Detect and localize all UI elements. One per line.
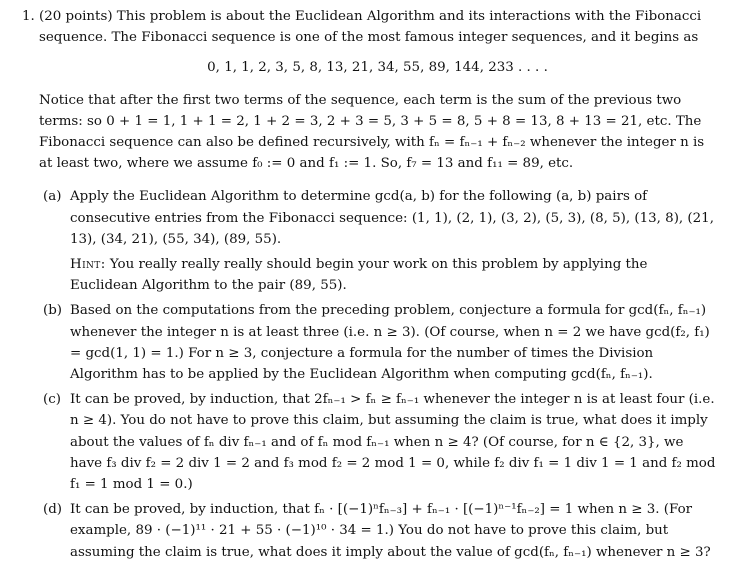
part-c-label: (c) — [43, 392, 61, 408]
part-d-text: It can be proved, by induction, that fₙ · [(−1)ⁿfₙ₋₃] + fₙ₋₁ · [(−1)ⁿ⁻¹fₙ₋₂] = 1 when n ≥ 3. (For example, 89 · (−1)¹¹ · 21 + 55 · (−1)¹⁰ · 34 = 1.) You do not have to prove this claim, but assuming the claim is true, what does it imply about the value of gcd(fₙ, fₙ₋₁) whenever n ≥ 3? — [70, 502, 711, 560]
part-d — [39, 499, 716, 563]
part-a-label: (a) — [43, 189, 62, 205]
hint-label: Hint: — [70, 257, 106, 273]
part-d-label: (d) — [43, 502, 63, 518]
hint-text: You really really really should begin your work on this problem by applying the Euclidean Algorithm to the pair (89, 55). — [70, 257, 648, 294]
part-a — [39, 186, 716, 296]
part-b-label: (b) — [43, 303, 63, 319]
subparts-list — [39, 186, 716, 562]
part-c-text: It can be proved, by induction, that 2fₙ₋₁ > fₙ ≥ fₙ₋₁ whenever the integer n is at least four (i.e. n ≥ 4). You do not have to prove this claim, but assuming the claim is true, what does it imply about the values of fₙ div fₙ₋₁ and of fₙ mod fₙ₋₁ when n ≥ 4? (Of course, for n ∈ {2, 3}, we have f₃ div f₂ = 2 div 1 = 2 and f₃ mod f₂ = 2 mod 1 = 0, while f₂ div f₁ = 1 div 1 = 1 and f₂ mod f₁ = 1 mod 1 = 0.) — [70, 392, 716, 493]
part-a-text: Apply the Euclidean Algorithm to determine gcd(a, b) for the following (a, b) pairs of consecutive entries from the Fibonacci sequence: (1, 1), (2, 1), (3, 2), (5, 3), (8, 5), (13, 8), (21, 13), (34, 21), (55, 34), (89, 55). — [70, 189, 714, 247]
problem-number: 1. — [22, 9, 35, 24]
fibonacci-sequence: 0, 1, 1, 2, 3, 5, 8, 13, 21, 34, 55, 89, 144, 233 . . . . — [207, 60, 548, 76]
problem-intro: (20 points) This problem is about the Euclidean Algorithm and its interactions with the Fibonacci sequence. The Fibonacci sequence is one of the most famous integer sequences, and it begins as — [39, 9, 702, 46]
part-b-text: Based on the computations from the preceding problem, conjecture a formula for gcd(fₙ, fₙ₋₁) whenever the integer n is at least three (i.e. n ≥ 3). (Of course, when n = 2 we have gcd(f₂, f₁) = gcd(1, 1) = 1.) For n ≥ 3, conjecture a formula for the number of times the Division Algorithm has to be applied by the Euclidean Algorithm when computing gcd(fₙ, fₙ₋₁). — [70, 303, 710, 383]
part-c — [39, 389, 716, 495]
notice-paragraph: Notice that after the first two terms of the sequence, each term is the sum of the previous two terms: so 0 + 1 = 1, 1 + 1 = 2, 1 + 2 = 3, 2 + 3 = 5, 3 + 5 = 8, 5 + 8 = 13, 8 + 13 = 21, etc. The Fibonacci sequence can also be defined recursively, with fₙ = fₙ₋₁ + fₙ₋₂ whenever the integer n is at least two, where we assume f₀ := 0 and f₁ := 1. So, f₇ = 13 and f₁₁ = 89, etc. — [39, 92, 705, 172]
problem-1 — [22, 6, 716, 563]
part-b — [39, 300, 716, 385]
part-a-hint — [70, 254, 716, 296]
